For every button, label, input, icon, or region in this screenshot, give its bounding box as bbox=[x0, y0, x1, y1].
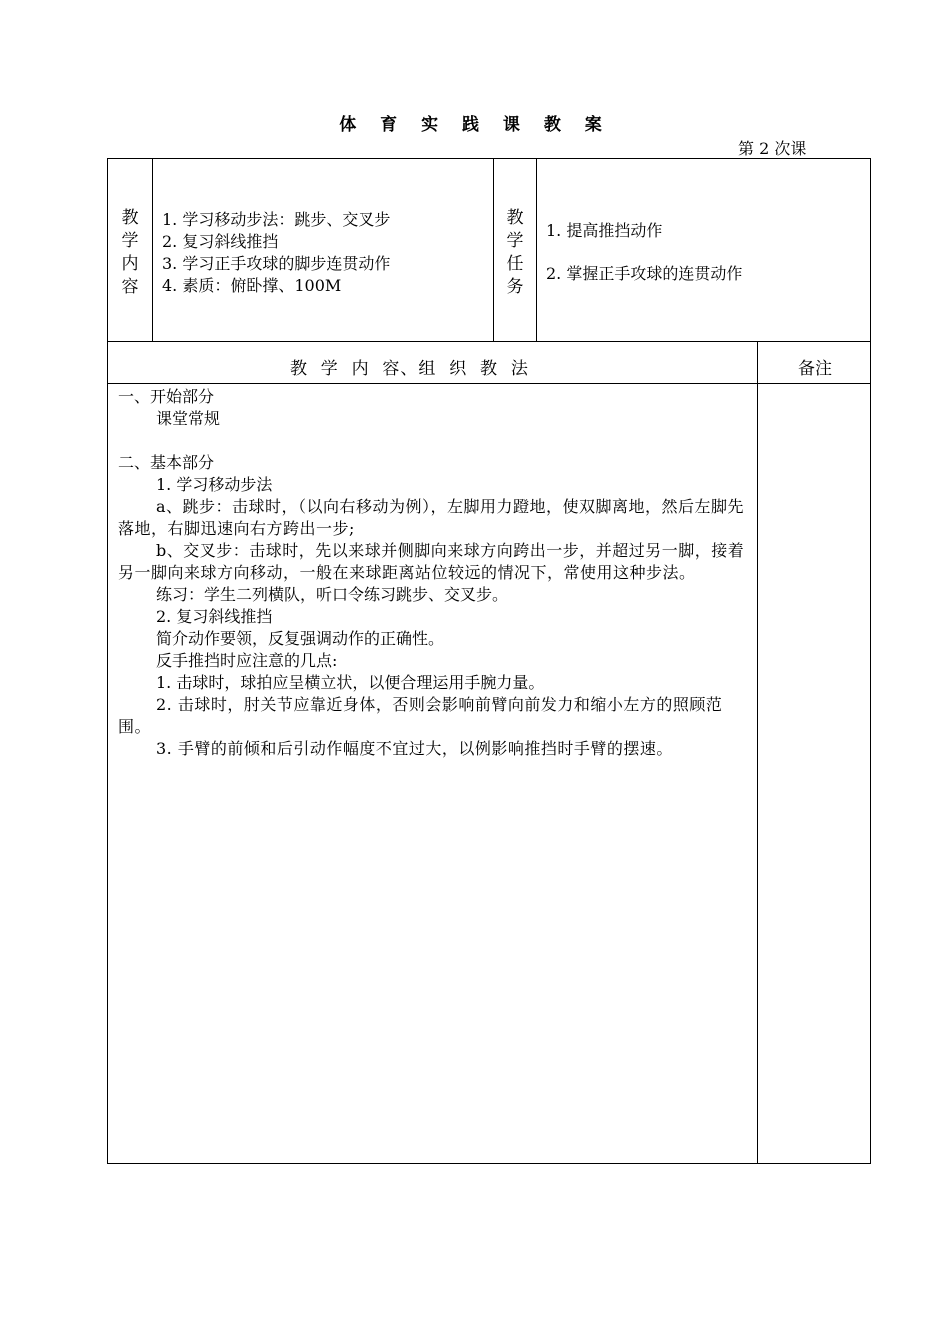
lesson-body-table bbox=[107, 342, 871, 1164]
list-item: 1. 提高推挡动作 bbox=[546, 221, 663, 240]
body-line: 1. 击球时，球拍应呈横立状，以便合理运用手腕力量。 bbox=[156, 673, 545, 692]
body-paragraph: b、交叉步：击球时，先以来球并侧脚向来球方向跨出一步，并超过另一脚，接着另一脚向来球方向移动，一般在来球距离站位较远的情况下，常使用这种步法。 bbox=[118, 541, 745, 582]
divider bbox=[152, 159, 153, 341]
page-title: 体 育 实 践 课 教 案 bbox=[339, 115, 611, 135]
body-line: 反手推挡时应注意的几点: bbox=[156, 651, 338, 670]
section-heading: 一、开始部分 bbox=[118, 387, 215, 406]
teaching-content-list bbox=[162, 209, 390, 297]
lesson-number: 第 2 次课 bbox=[738, 139, 807, 158]
list-item: 3. 学习正手攻球的脚步连贯动作 bbox=[162, 254, 391, 273]
body-line: 练习：学生二列横队，听口令练习跳步、交叉步。 bbox=[156, 585, 509, 604]
body-line: 简介动作要领，反复强调动作的正确性。 bbox=[156, 629, 445, 648]
list-item: 2. 复习斜线推挡 bbox=[162, 232, 279, 251]
body-paragraph: 2. 击球时，肘关节应靠近身体，否则会影响前臂向前发力和缩小左方的照顾范围。 bbox=[118, 695, 723, 736]
list-item: 4. 素质：俯卧撑、100M bbox=[162, 276, 342, 295]
body-paragraph: 3. 手臂的前倾和后引动作幅度不宜过大，以例影响推挡时手臂的摆速。 bbox=[156, 739, 673, 758]
body-line: 1. 学习移动步法 bbox=[156, 475, 273, 494]
divider bbox=[757, 342, 758, 1163]
body-line: 课堂常规 bbox=[156, 409, 221, 428]
teaching-tasks-list bbox=[546, 220, 742, 285]
objectives-table bbox=[107, 158, 871, 342]
main-header: 教 学 内 容、组 织 教 法 bbox=[290, 359, 529, 379]
teaching-content-label: 教 学 内 容 bbox=[121, 208, 139, 297]
teaching-tasks-label: 教 学 任 务 bbox=[506, 208, 524, 297]
body-paragraph: a、跳步：击球时，（以向右移动为例），左脚用力蹬地，使双脚离地，然后左脚先落地，右脚迅速向右方跨出一步; bbox=[118, 497, 745, 538]
blank-line bbox=[118, 430, 750, 452]
section-heading: 二、基本部分 bbox=[118, 453, 215, 472]
list-item: 1. 学习移动步法：跳步、交叉步 bbox=[162, 210, 391, 229]
list-item: 2. 掌握正手攻球的连贯动作 bbox=[546, 264, 743, 283]
lesson-body bbox=[118, 386, 750, 760]
divider bbox=[108, 383, 870, 384]
notes-header: 备注 bbox=[798, 359, 832, 379]
body-line: 2. 复习斜线推挡 bbox=[156, 607, 273, 626]
